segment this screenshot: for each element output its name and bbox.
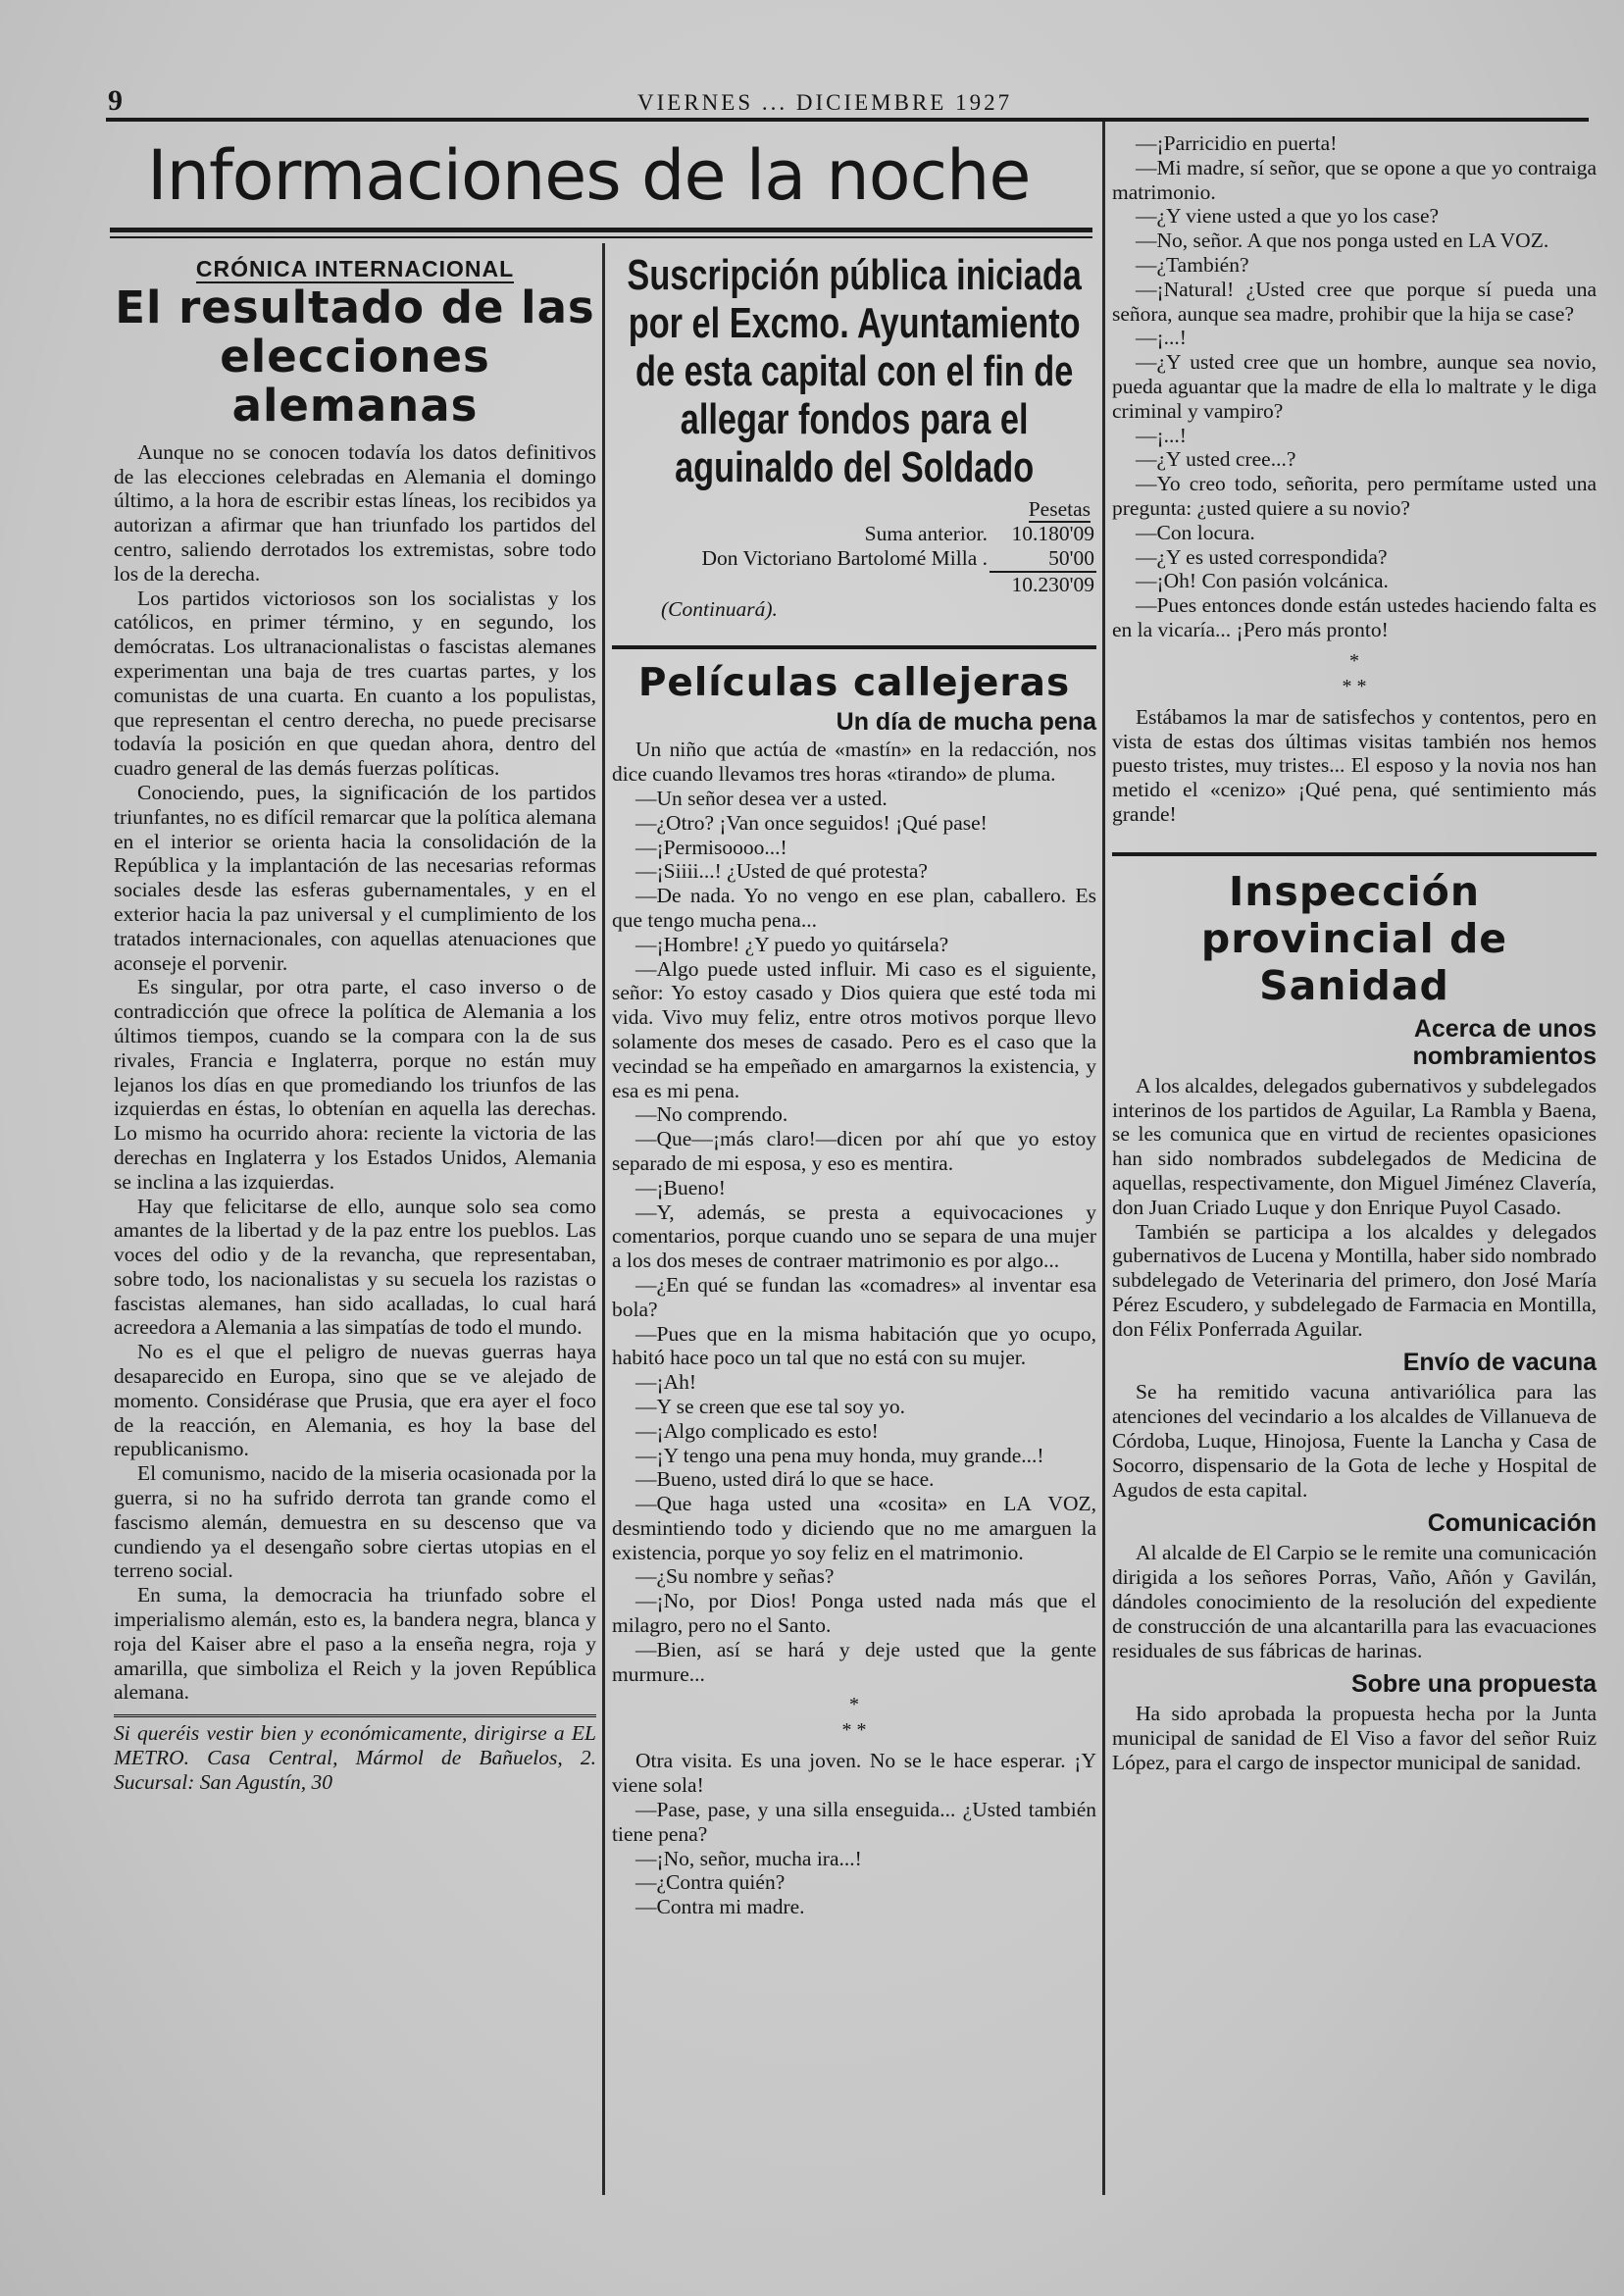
paragraph: Se ha remitido vacuna antivariólica para las atenciones del vecindario a los alcaldes de Villanueva de Córdoba, Luque, Hinojosa, Fuente la Lancha y Casa de Socorro, dispensario de la Gota de leche y Hospital de Agudos de esta capital. — [1112, 1380, 1597, 1502]
paragraph: —¿También? — [1136, 252, 1249, 277]
peliculas-subhead: Un día de mucha pena — [836, 707, 1096, 736]
masthead-rule-thin — [110, 236, 1092, 238]
sanidad-body — [1112, 1074, 1597, 1342]
paragraph: —Contra mi madre. — [635, 1895, 805, 1919]
section-rule — [1112, 852, 1597, 856]
paragraph: —¡Parricidio en puerta! — [1136, 131, 1338, 155]
paragraph: —No comprendo. — [635, 1102, 788, 1127]
paragraph: Conociendo, pues, la significación de los partidos triunfantes, no es difícil remarcar que la política alemana en el interior se orienta hacia la consolidación de la República y la implantación de las necesarias reformas sociales desde las esferas gubernamentales, y en el exterior hacia la paz universal y el cumplimiento de los tratados internacionales, con aquellas atenuaciones que aconseje el porvenir. — [114, 780, 596, 975]
paragraph: —¡Bueno! — [635, 1175, 726, 1199]
paragraph: —Con locura. — [1136, 520, 1255, 544]
paragraph: —¡Oh! Con pasión volcánica. — [1136, 569, 1389, 593]
column-2 — [612, 251, 1096, 1919]
peliculas-dialog-continued — [1112, 131, 1597, 642]
peliculas-headline: Películas callejeras — [637, 660, 1071, 705]
advertisement — [114, 1714, 596, 1794]
subscription-total: 10.230'09 — [990, 572, 1096, 597]
currency-header: Pesetas — [1028, 497, 1091, 521]
section-rule — [612, 645, 1096, 649]
asterism: * * * — [841, 1694, 867, 1742]
paragraph: —Y, además, se presta a equivocaciones y comentarios, porque cuando uno se separa de una mujer a los dos meses de contraer matrimonio es por algo... — [612, 1199, 1096, 1273]
subscription-block — [612, 251, 1096, 491]
paragraph: También se participa a los alcaldes y delegados gubernativos de Lucena y Montilla, haber sido nombrado subdelegado de Veterinaria del primero, don José María Pérez Escudero, y subdelegado de Farmacia en Montilla, don Félix Ponferrada Aguilar. — [1112, 1219, 1597, 1341]
paragraph: —¡...! — [1136, 423, 1187, 447]
section-heading: Sobre una propuesta — [1350, 1670, 1597, 1699]
paragraph: —¡Y tengo una pena muy honda, muy grande...! — [635, 1443, 1044, 1467]
paragraph: —¡Ah! — [635, 1370, 697, 1395]
paragraph: —¡...! — [1136, 326, 1187, 350]
column-1 — [114, 251, 596, 1795]
dateline: VIERNES ... DICIEMBRE 1927 — [637, 90, 1013, 115]
paragraph: —Un señor desea ver a usted. — [635, 786, 888, 810]
subscription-label: Suma anterior. — [864, 521, 988, 545]
ad-text: Si queréis vestir bien y económicamente, dirigirse a EL METRO. Casa Central, Mármol de Bañuelos, 2. Sucursal: San Agustín, 30 — [114, 1721, 596, 1794]
subscription-amount: 50'00 — [1048, 545, 1094, 570]
paragraph: Aunque no se conocen todavía los datos definitivos de las elecciones celebradas en Alemania el domingo último, a la hora de escribir estas líneas, los recibidos ya autorizan a afirmar que han triunfado los partidos del centro, saliendo derrotados los extremistas, sobre todo los de la derecha. — [114, 439, 596, 586]
paragraph: Otra visita. Es una joven. No se le hace esperar. ¡Y viene sola! — [612, 1749, 1096, 1798]
section-masthead: Informaciones de la noche — [147, 135, 1031, 216]
paragraph: —¿Contra quién? — [635, 1870, 786, 1895]
paragraph: El comunismo, nacido de la miseria ocasionada por la guerra, si no ha sufrido derrota tan grande como el fascismo alemán, demuestra en su descenso que va cundiendo ya el desengaño sobre ciertas utopias en el terreno social. — [114, 1461, 596, 1583]
section-heading: Comunicación — [1427, 1509, 1597, 1538]
sanidad-subhead: Acerca de unos nombramientos — [1412, 1014, 1597, 1070]
paragraph: —¡Hombre! ¿Y puedo yo quitársela? — [635, 932, 949, 956]
paragraph: —¿Y usted cree...? — [1136, 447, 1296, 472]
paragraph: —¿Y es usted correspondida? — [1136, 544, 1388, 569]
article-body — [114, 440, 596, 1705]
peliculas-body — [612, 738, 1096, 1686]
paragraph: —¡Permisoooo...! — [635, 835, 787, 859]
section-heading: Envío de vacuna — [1402, 1349, 1597, 1377]
subscription-label: Don Victoriano Bartolomé Milla . — [701, 546, 988, 571]
paragraph: —¿Otro? ¡Van once seguidos! ¡Qué pase! — [635, 810, 988, 835]
column-divider — [602, 243, 605, 2195]
paragraph: —¿Y usted cree que un hombre, aunque sea novio, pueda aguantar que la madre de ella lo maltrate y le diga criminal y vampiro? — [1112, 350, 1597, 423]
paragraph: —¡Siiii...! ¿Usted de qué protesta? — [635, 859, 928, 884]
paragraph: —Y se creen que ese tal soy yo. — [635, 1394, 906, 1418]
closing-paragraph: Estábamos la mar de satisfechos y contentos, pero en vista de estas dos últimas visitas también nos hemos puesto tristes, muy tristes... El esposo y la novia nos han metido el «cenizo» ¡Qué pena, qué sentimiento más grande! — [1112, 704, 1597, 826]
paragraph: —Bueno, usted dirá lo que se hace. — [635, 1467, 935, 1492]
header-rule — [106, 118, 1589, 122]
paragraph: —¡Algo complicado es esto! — [635, 1418, 879, 1443]
column-divider — [1102, 122, 1105, 2195]
sanidad-headline: Inspección provincial de Sanidad — [1200, 867, 1508, 1009]
paragraph: —Que—¡más claro!—dicen por ahí que yo estoy separado de mi esposa, y eso es mentira. — [612, 1127, 1096, 1175]
paragraph: —Pues que en la misma habitación que yo ocupo, habitó hace poco un tal que no está con su mujer. — [612, 1321, 1096, 1370]
subscription-row — [612, 522, 1096, 546]
paragraph: Un niño que actúa de «mastín» en la redacción, nos dice cuando llevamos tres horas «tirando» de pluma. — [612, 738, 1096, 787]
paragraph: Es singular, por otra parte, el caso inverso o de contradicción que ofrece la política de Alemania a los últimos tiempos, cuando se la compara con la de sus rivales, Francia e Inglaterra, porque no están muy lejanos los días en que promediando los triunfos de las izquierdas en éstas, lo obtenían en aquella las derechas. Lo mismo ha ocurrido ahora: reciente la victoria de las derechas en Inglaterra y los Estados Unidos, Alemania se inclina a las izquierdas. — [114, 975, 596, 1194]
paragraph: Ha sido aprobada la propuesta hecha por la Junta municipal de sanidad de El Viso a favor del señor Ruiz López, para el cargo de inspector municipal de sanidad. — [1112, 1702, 1597, 1775]
paragraph: —¡No, por Dios! Ponga usted nada más que el milagro, pero no el Santo. — [612, 1589, 1096, 1638]
asterism: * * * — [1342, 649, 1367, 697]
peliculas-body-continued — [612, 1749, 1096, 1919]
paragraph: Al alcalde de El Carpio se le remite una comunicación dirigida a los señores Porras, Vaño, Añón y Gavilán, dándoles conocimiento de la resolución del expediente de construcción de una alcantarilla para las evacuaciones residuales de sus fábricas de harinas. — [1112, 1541, 1597, 1662]
paragraph: No es el que el peligro de nuevas guerras haya desaparecido en Europa, sino que se ve alejado de momento. Considérase que Prusia, que era ayer el foco de la reacción, en Alemania, es hoy la base del republicanismo. — [114, 1340, 596, 1461]
column-3 — [1112, 131, 1597, 1775]
subscription-row — [612, 546, 1096, 572]
paragraph: —¿En qué se fundan las «comadres» al inventar esa bola? — [612, 1272, 1096, 1321]
subscription-table — [612, 522, 1096, 597]
paragraph: —¡Natural! ¿Usted cree que porque sí pueda una señora, aunque sea madre, prohibir que la hija se case? — [1112, 277, 1597, 326]
continued-note: (Continuará). — [661, 596, 778, 621]
masthead-rule — [110, 228, 1092, 232]
paragraph: —¿Su nombre y señas? — [635, 1564, 835, 1589]
paragraph: Los partidos victoriosos son los socialistas y los católicos, en primer término, y en segundo, los demócratas. Los ultranacionalistas o fascistas alemanes experimentan una baja de tres cuartas partes, y los comunistas de una cuarta. En cuanto a los populistas, que representan el centro derecha, no puede precisarse todavía la posición en que quedan ahora, dentro del cuadro general de las demás fuerzas políticas. — [114, 586, 596, 781]
kicker: CRÓNICA INTERNACIONAL — [195, 256, 515, 281]
paragraph: En suma, la democracia ha triunfado sobre el imperialismo alemán, esto es, la bandera negra, blanca y roja del Kaiser abre el paso a la enseña negra, roja y amarilla, que simboliza el Reich y la joven República alemana. — [114, 1583, 596, 1705]
page-number: 9 — [108, 84, 123, 117]
paragraph: —¡No, señor, mucha ira...! — [635, 1846, 862, 1870]
subscription-headline: Suscripción pública iniciada por el Excmo. Ayuntamiento de esta capital con el fin de allegar fondos para el aguinaldo del Soldado — [627, 251, 1082, 491]
paragraph: —¿Y viene usted a que yo los case? — [1136, 204, 1440, 229]
paragraph: —Que haga usted una «cosita» en LA VOZ, desmintiendo todo y diciendo que no me amarguen la existencia, porque yo soy feliz en el matrimonio. — [612, 1492, 1096, 1564]
paragraph: —No, señor. A que nos ponga usted en LA VOZ. — [1136, 229, 1549, 253]
subscription-amount: 10.180'09 — [1011, 521, 1094, 545]
paragraph: Hay que felicitarse de ello, aunque solo sea como amantes de la libertad y de la paz entre los pueblos. Las voces del odio y de la revancha, que representaban, sobre todo, los nacionalistas y su secuela los razistas o fascistas alemanes, han sido acalladas, lo cual hará acreedora a Alemania a las simpatías de todo el mundo. — [114, 1194, 596, 1340]
paragraph: —Algo puede usted influir. Mi caso es el siguiente, señor: Yo estoy casado y Dios quiera que esté toda mi vida. Vivo muy feliz, entre otros motivos porque llevo solamente dos meses de casado. Pero es el caso que la vecindad se ha empeñado en amargarnos la existencia, y esa es mi pena. — [612, 956, 1096, 1102]
paragraph: —Yo creo todo, señorita, pero permítame usted una pregunta: ¿usted quiere a su novio? — [1112, 472, 1597, 520]
article-headline: El resultado de las elecciones alemanas — [115, 281, 595, 432]
paragraph: A los alcaldes, delegados gubernativos y subdelegados interinos de los partidos de Aguilar, La Rambla y Baena, se les comunica que en virtud de recientes opasiciones han sido nombrados subdelegados de Medicina de aquellas, respectivamente, don Miguel Jiménez Clavería, don Juan Criado Luque y don Enrique Puyol Casado. — [1112, 1073, 1597, 1219]
paragraph: —De nada. Yo no vengo en ese plan, caballero. Es que tengo mucha pena... — [612, 884, 1096, 932]
paragraph: —Bien, así se hará y deje usted que la gente murmure... — [612, 1637, 1096, 1686]
sanidad-sections — [1112, 1349, 1597, 1774]
paragraph: —Pues entonces donde están ustedes haciendo falta es en la vicaría... ¡Pero más pronto! — [1112, 593, 1597, 641]
paragraph: —Mi madre, sí señor, que se opone a que yo contraiga matrimonio. — [1112, 155, 1597, 204]
paragraph: —Pase, pase, y una silla enseguida... ¿Usted también tiene pena? — [612, 1798, 1096, 1846]
